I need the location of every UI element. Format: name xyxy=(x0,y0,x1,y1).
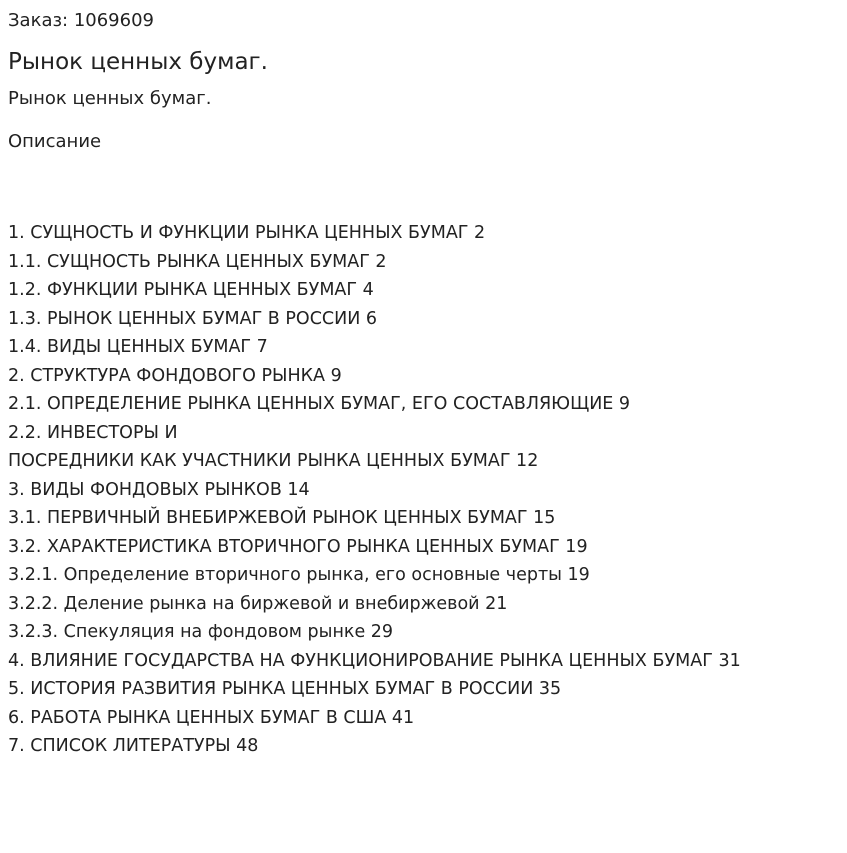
toc-item: 2.1. ОПРЕДЕЛЕНИЕ РЫНКА ЦЕННЫХ БУМАГ, ЕГО СОСТАВЛЯЮЩИЕ 9 xyxy=(8,394,631,414)
toc-item: 3. ВИДЫ ФОНДОВЫХ РЫНКОВ 14 xyxy=(8,479,310,500)
toc-item: ПОСРЕДНИКИ КАК УЧАСТНИКИ РЫНКА ЦЕННЫХ БУМАГ 12 xyxy=(8,451,539,471)
page-title: Рынок ценных бумаг. xyxy=(8,49,268,75)
description-heading: Описание xyxy=(8,131,102,152)
toc-item: 3.2.1. Определение вторичного рынка, его основные черты 19 xyxy=(8,565,590,585)
page-subtitle: Рынок ценных бумаг. xyxy=(8,88,212,109)
toc-item: 3.2.3. Спекуляция на фондовом рынке 29 xyxy=(8,622,394,642)
table-of-contents xyxy=(8,219,741,761)
toc-item: 3.2. ХАРАКТЕРИСТИКА ВТОРИЧНОГО РЫНКА ЦЕННЫХ БУМАГ 19 xyxy=(8,536,588,557)
toc-item: 4. ВЛИЯНИЕ ГОСУДАРСТВА НА ФУНКЦИОНИРОВАНИЕ РЫНКА ЦЕННЫХ БУМАГ 31 xyxy=(8,650,741,671)
toc-item: 1.2. ФУНКЦИИ РЫНКА ЦЕННЫХ БУМАГ 4 xyxy=(8,280,374,300)
toc-item: 1. СУЩНОСТЬ И ФУНКЦИИ РЫНКА ЦЕННЫХ БУМАГ 2 xyxy=(8,223,486,243)
toc-item: 2. СТРУКТУРА ФОНДОВОГО РЫНКА 9 xyxy=(8,365,342,386)
toc-item: 3.1. ПЕРВИЧНЫЙ ВНЕБИРЖЕВОЙ РЫНОК ЦЕННЫХ БУМАГ 15 xyxy=(8,508,556,528)
toc-item: 5. ИСТОРИЯ РАЗВИТИЯ РЫНКА ЦЕННЫХ БУМАГ В РОССИИ 35 xyxy=(8,679,562,699)
toc-item: 1.4. ВИДЫ ЦЕННЫХ БУМАГ 7 xyxy=(8,337,268,357)
toc-item: 1.1. СУЩНОСТЬ РЫНКА ЦЕННЫХ БУМАГ 2 xyxy=(8,251,387,272)
toc-item: 3.2.2. Деление рынка на биржевой и внебиржевой 21 xyxy=(8,593,508,614)
toc-item: 2.2. ИНВЕСТОРЫ И xyxy=(8,422,178,443)
toc-item: 7. СПИСОК ЛИТЕРАТУРЫ 48 xyxy=(8,736,259,756)
toc-item: 1.3. РЫНОК ЦЕННЫХ БУМАГ В РОССИИ 6 xyxy=(8,308,378,329)
order-number: Заказ: 1069609 xyxy=(8,10,154,31)
toc-item: 6. РАБОТА РЫНКА ЦЕННЫХ БУМАГ В США 41 xyxy=(8,707,415,728)
